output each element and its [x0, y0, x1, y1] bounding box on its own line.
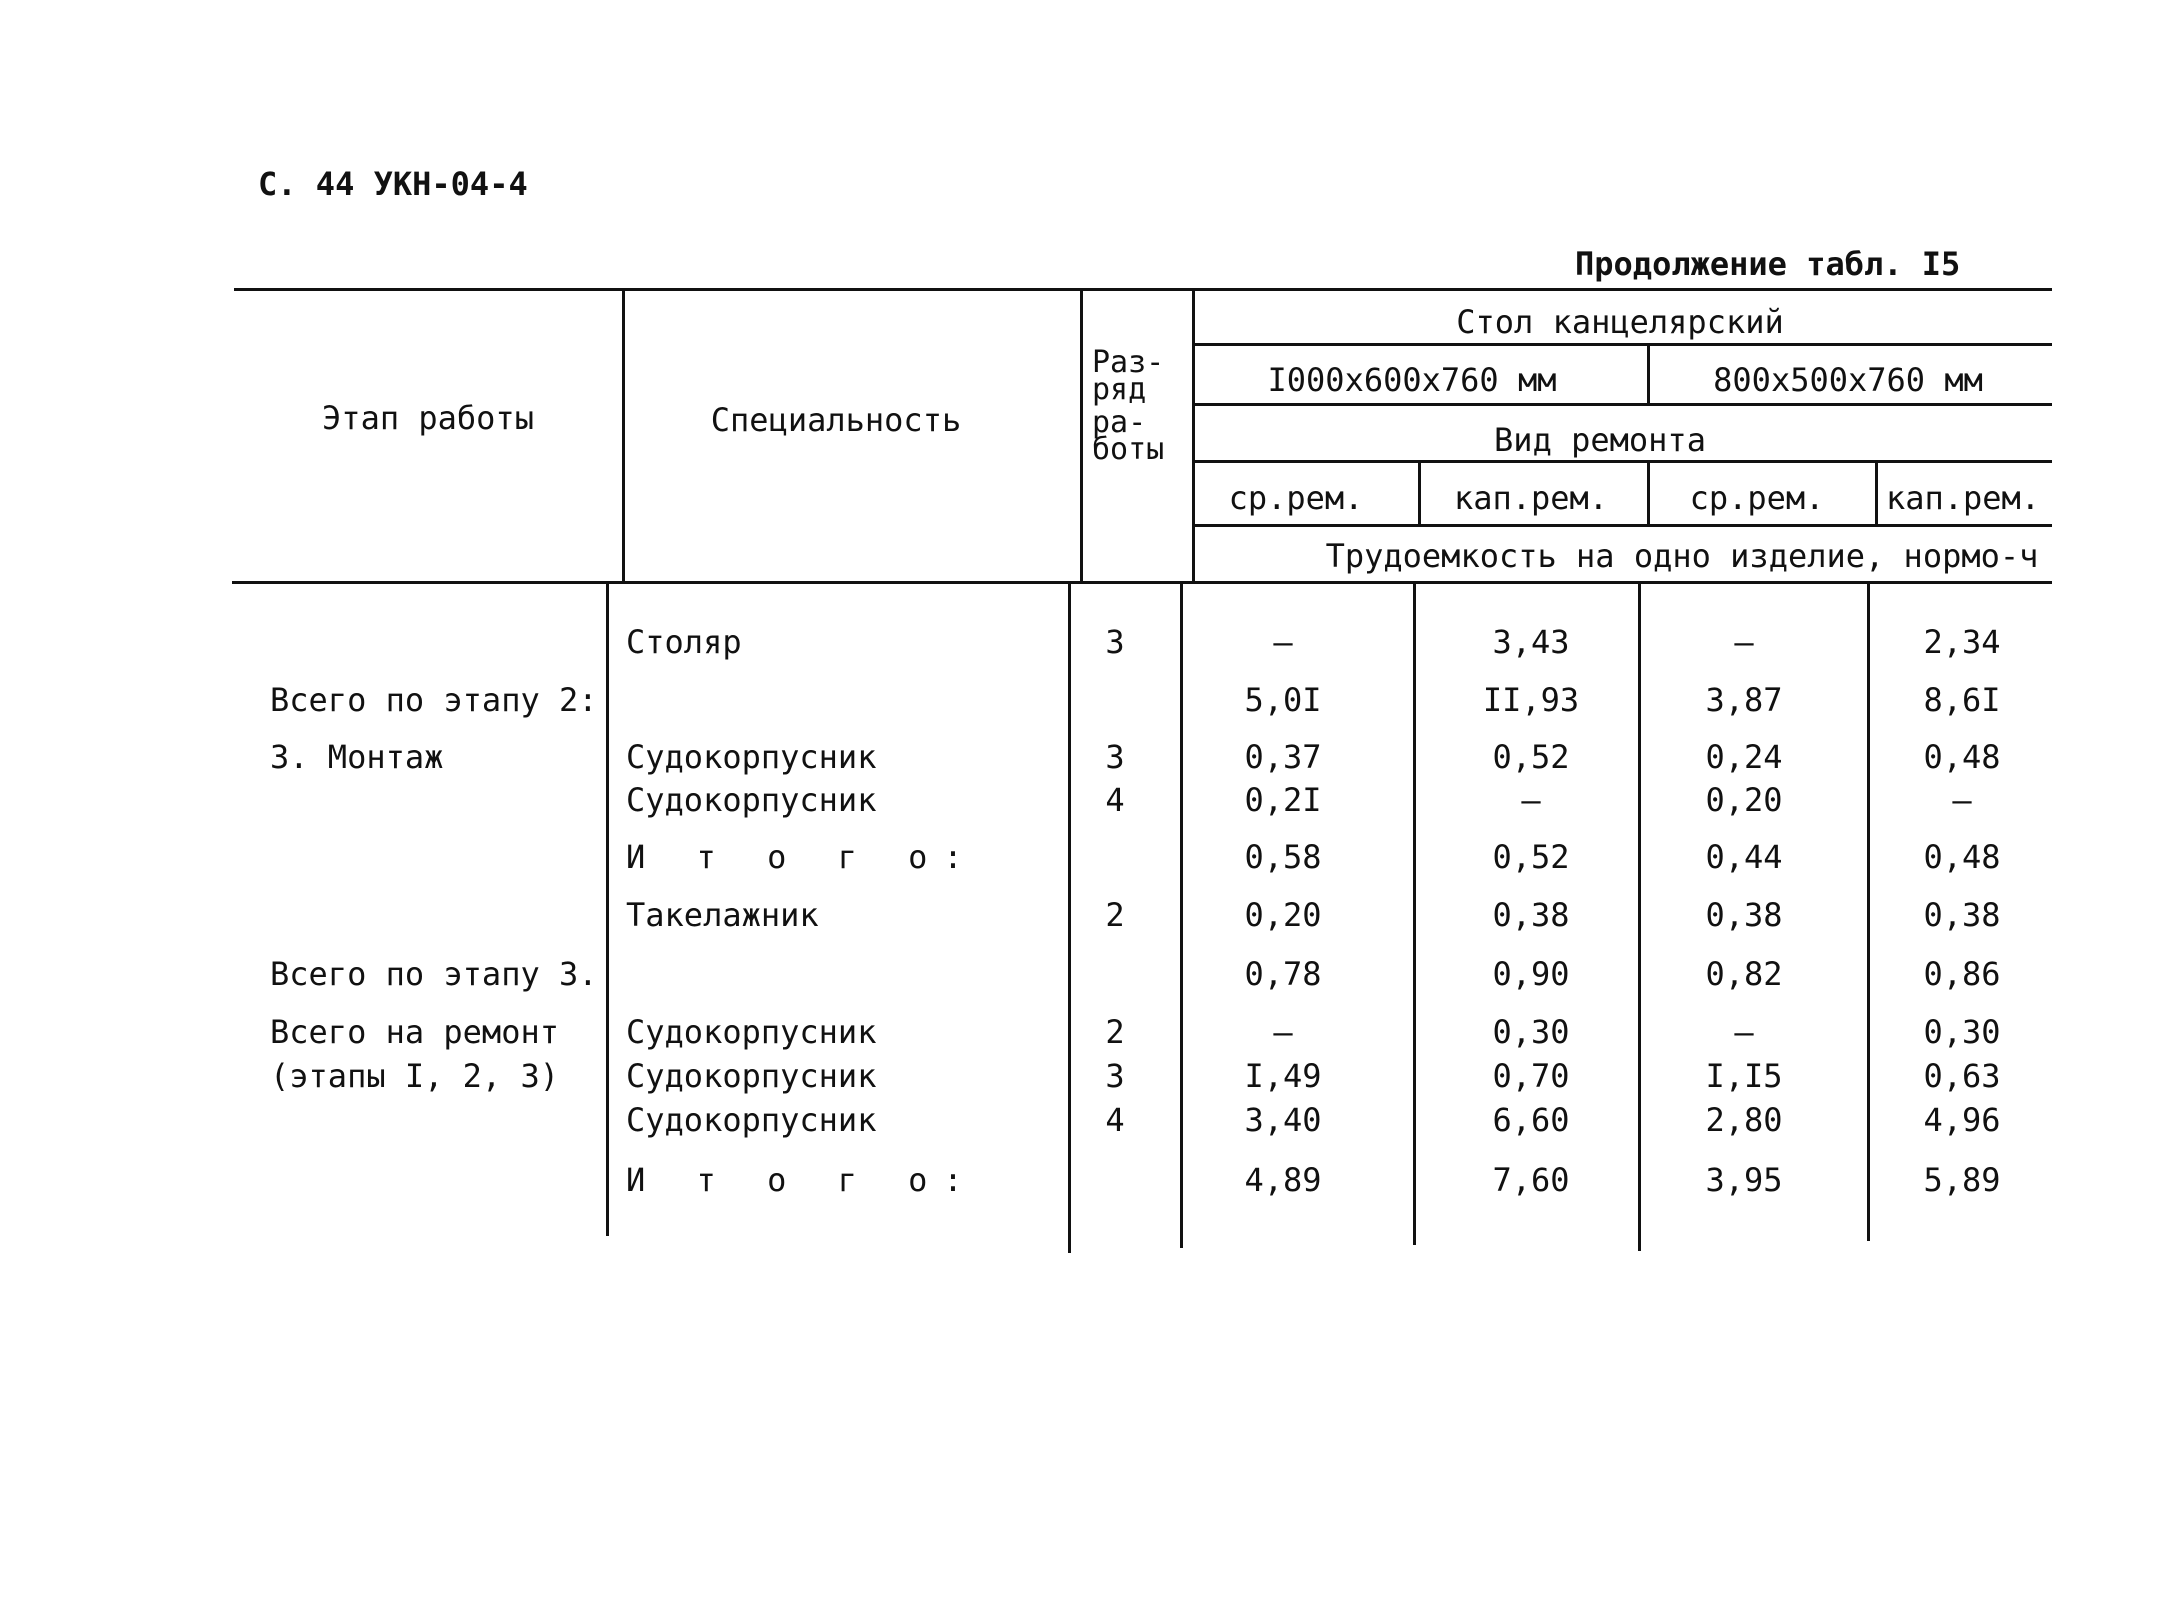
table-caption: Продолжение табл. I5 [1575, 245, 1961, 283]
header-rule-size [1195, 403, 2052, 406]
body-vrule-6 [1867, 583, 1870, 1241]
row-grade: 2 [1105, 896, 1125, 934]
row-value: 3,43 [1492, 623, 1570, 661]
row-value: 0,82 [1705, 955, 1783, 993]
header-size-2: 800x500x760 мм [1713, 361, 1983, 399]
row-value: 0,52 [1492, 738, 1570, 776]
row-value: 0,78 [1244, 955, 1322, 993]
row-value: 0,70 [1492, 1057, 1570, 1095]
header-size-1: I000x600x760 мм [1267, 361, 1557, 399]
row-value: 0,44 [1705, 838, 1783, 876]
row-grade: 3 [1105, 738, 1125, 776]
row-value: 0,2I [1244, 781, 1322, 819]
row-value: 5,0I [1244, 681, 1322, 719]
row-value: II,93 [1482, 681, 1580, 719]
table-top-rule [234, 288, 2052, 291]
body-vrule-5 [1638, 583, 1641, 1251]
row-value: 0,86 [1923, 955, 2001, 993]
header-specialty: Специальность [710, 401, 962, 439]
row-grade: 3 [1105, 1057, 1125, 1095]
row-value: – [1734, 623, 1754, 661]
row-value: 0,20 [1244, 896, 1322, 934]
row-value: 2,80 [1705, 1101, 1783, 1139]
header-stage: Этап работы [322, 399, 534, 437]
row-value: – [1273, 1013, 1293, 1051]
row-value: 0,48 [1923, 738, 2001, 776]
header-vrule-2 [1080, 288, 1083, 583]
row-value: 0,52 [1492, 838, 1570, 876]
row-value: 0,24 [1705, 738, 1783, 776]
row-value: 0,48 [1923, 838, 2001, 876]
row-value: – [1952, 781, 1972, 819]
header-grade-line-4: боты [1092, 432, 1165, 467]
row-value: 7,60 [1492, 1161, 1570, 1199]
row-grade: 4 [1105, 1101, 1125, 1139]
header-rule-repair [1195, 460, 2052, 463]
row-stage: 3. Монтаж [270, 738, 444, 776]
row-value: – [1734, 1013, 1754, 1051]
header-vrule-3 [1192, 288, 1195, 583]
header-labor: Трудоемкость на одно изделие, нормо-ч [1325, 537, 2039, 575]
header-vrule-sub-2 [1647, 462, 1650, 526]
header-repair-type: Вид ремонта [1494, 421, 1706, 459]
row-specialty: Судокорпусник [626, 1013, 877, 1051]
row-grade: 4 [1105, 781, 1125, 819]
row-value: 0,63 [1923, 1057, 2001, 1095]
row-value: 0,90 [1492, 955, 1570, 993]
header-vrule-size [1647, 345, 1650, 405]
row-specialty: Такелажник [626, 896, 819, 934]
header-grade-line-2: ряд [1092, 372, 1147, 407]
row-stage: Всего по этапу 2: [270, 681, 598, 719]
row-value: 0,30 [1492, 1013, 1570, 1051]
header-grade-line-1: Раз- [1092, 345, 1165, 380]
row-value: 3,87 [1705, 681, 1783, 719]
row-value: 0,38 [1923, 896, 2001, 934]
row-value: 4,96 [1923, 1101, 2001, 1139]
row-value: 0,30 [1923, 1013, 2001, 1051]
row-stage: Всего на ремонт [270, 1013, 559, 1051]
header-sub-3: ср.рем. [1689, 479, 1825, 517]
row-value: – [1521, 781, 1541, 819]
body-vrule-1 [606, 583, 609, 1236]
row-value: 0,20 [1705, 781, 1783, 819]
header-vrule-sub-1 [1418, 462, 1421, 526]
row-value: 8,6I [1923, 681, 2001, 719]
row-value: I,49 [1244, 1057, 1322, 1095]
row-specialty: Судокорпусник [626, 781, 877, 819]
row-value: 6,60 [1492, 1101, 1570, 1139]
row-grade: 3 [1105, 623, 1125, 661]
row-specialty: И т о г о: [626, 1161, 979, 1199]
row-specialty: И т о г о: [626, 838, 979, 876]
row-stage: (этапы I, 2, 3) [270, 1057, 559, 1095]
row-value: 3,95 [1705, 1161, 1783, 1199]
row-specialty: Судокорпусник [626, 1057, 877, 1095]
row-value: 0,37 [1244, 738, 1322, 776]
header-sub-4: кап.рем. [1885, 479, 2041, 517]
header-sub-1: ср.рем. [1228, 479, 1364, 517]
row-value: 0,38 [1705, 896, 1783, 934]
header-product: Стол канцелярский [1456, 303, 1784, 341]
row-value: 4,89 [1244, 1161, 1322, 1199]
row-value: – [1273, 623, 1293, 661]
row-specialty: Столяр [626, 623, 742, 661]
header-rule-sub [1195, 524, 2052, 527]
header-vrule-sub-3 [1875, 462, 1878, 526]
body-vrule-3 [1180, 583, 1183, 1248]
body-vrule-4 [1413, 583, 1416, 1245]
row-specialty: Судокорпусник [626, 738, 877, 776]
header-sub-2: кап.рем. [1453, 479, 1609, 517]
row-value: 0,38 [1492, 896, 1570, 934]
header-bottom-rule [232, 581, 2052, 584]
row-stage: Всего по этапу 3. [270, 955, 598, 993]
header-vrule-1 [622, 288, 625, 583]
row-grade: 2 [1105, 1013, 1125, 1051]
header-grade-line-3: ра- [1092, 405, 1147, 440]
page-header: С. 44 УКН-04-4 [258, 165, 528, 203]
row-value: 0,58 [1244, 838, 1322, 876]
row-value: 2,34 [1923, 623, 2001, 661]
row-value: I,I5 [1705, 1057, 1783, 1095]
body-vrule-2 [1068, 583, 1071, 1253]
header-rule-product [1195, 343, 2052, 346]
row-value: 3,40 [1244, 1101, 1322, 1139]
row-specialty: Судокорпусник [626, 1101, 877, 1139]
row-value: 5,89 [1923, 1161, 2001, 1199]
